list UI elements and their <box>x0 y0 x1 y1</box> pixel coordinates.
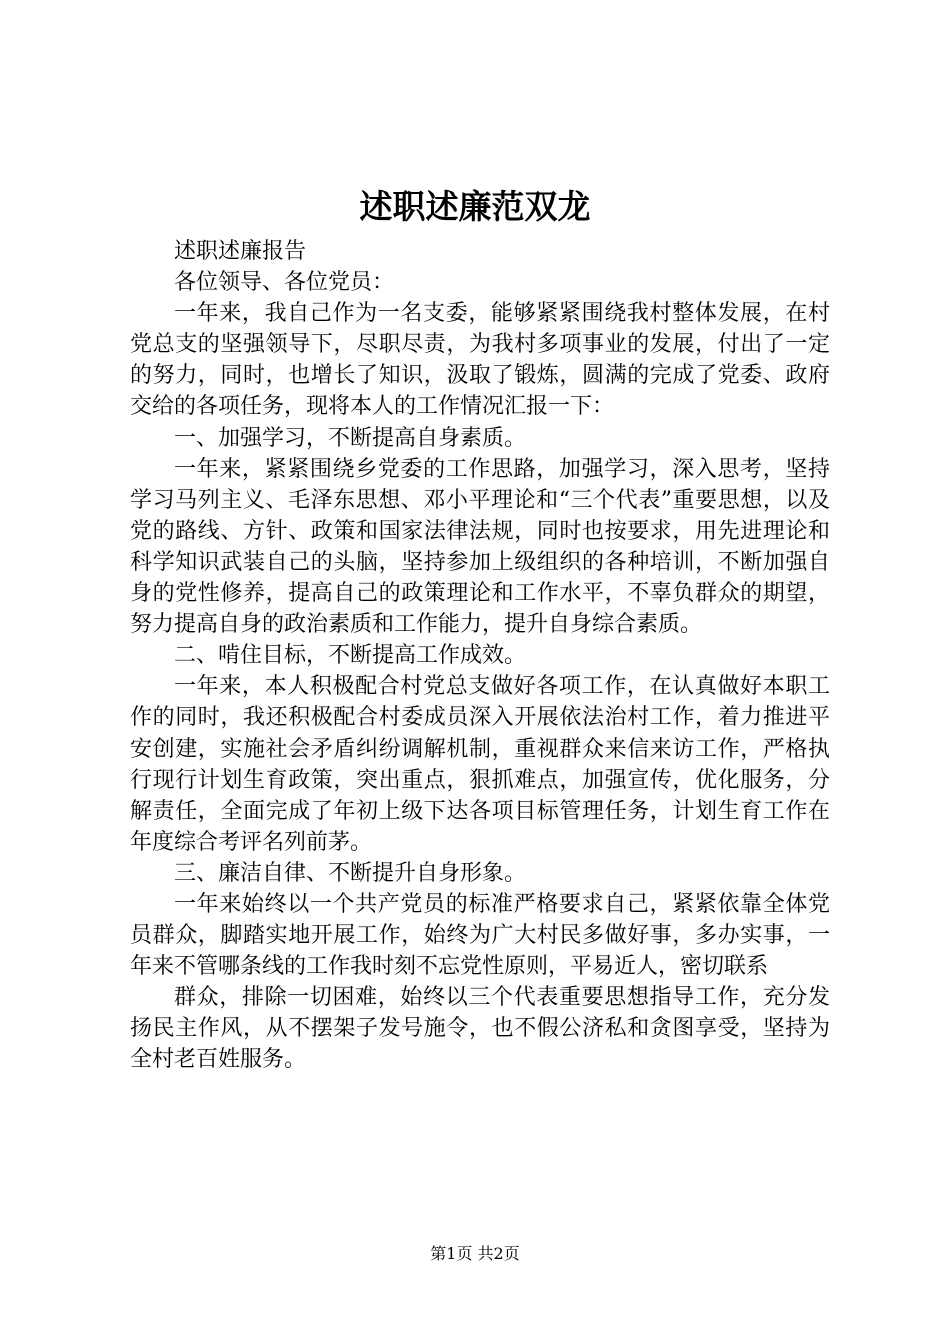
paragraph-study: 一年来，紧紧围绕乡党委的工作思路，加强学习，深入思考，坚持学习马列主义、毛泽东思想、邓小平理论和“三个代表”重要思想，以及党的路线、方针、政策和国家法律法规，同时也按要求，用先进理论和科学知识武装自己的头脑，坚持参加上级组织的各种培训，不断加强自身的党性修养，提高自己的政策理论和工作水平，不辜负群众的期望，努力提高自身的政治素质和工作能力，提升自身综合素质。 <box>130 456 830 638</box>
page-number-footer: 第1页 共2页 <box>430 1244 520 1263</box>
paragraph-service: 群众，排除一切困难，始终以三个代表重要思想指导工作，充分发扬民主作风，从不摆架子发号施令，也不假公济私和贪图享受，坚持为全村老百姓服务。 <box>130 985 830 1073</box>
paragraph-goals: 一年来，本人积极配合村党总支做好各项工作，在认真做好本职工作的同时，我还积极配合村委成员深入开展依法治村工作，着力推进平安创建，实施社会矛盾纠纷调解机制，重视群众来信来访工作，严格执行现行计划生育政策，突出重点，狠抓难点，加强宣传，优化服务，分解责任，全面完成了年初上级下达各项目标管理任务，计划生育工作在年度综合考评名列前茅。 <box>130 674 830 855</box>
section-heading-3: 三、廉洁自律、不断提升自身形象。 <box>174 860 527 886</box>
section-heading-2: 二、啃住目标，不断提高工作成效。 <box>174 643 527 669</box>
paragraph-intro: 一年来，我自己作为一名支委，能够紧紧围绕我村整体发展，在村党总支的坚强领导下，尽职尽责，为我村多项事业的发展，付出了一定的努力，同时，也增长了知识，汲取了锻炼，圆满的完成了党委、政府交给的各项任务，现将本人的工作情况汇报一下： <box>130 301 830 420</box>
paragraph-integrity: 一年来始终以一个共产党员的标准严格要求自己，紧紧依靠全体党员群众，脚踏实地开展工作，始终为广大村民多做好事，多办实事，一年来不管哪条线的工作我时刻不忘党性原则，平易近人，密切联系 <box>130 891 830 980</box>
section-heading-1: 一、加强学习，不断提高自身素质。 <box>174 425 527 451</box>
document-title: 述职述廉范双龙 <box>359 187 591 226</box>
salutation: 各位领导、各位党员： <box>174 270 395 296</box>
report-heading: 述职述廉报告 <box>174 239 307 264</box>
document-body <box>130 236 830 1076</box>
